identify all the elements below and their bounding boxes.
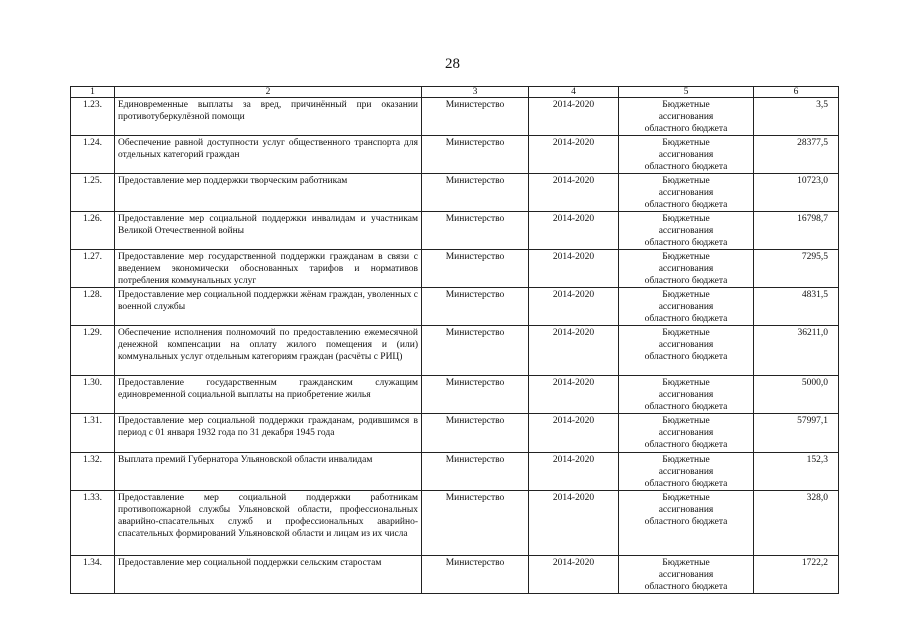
funding-source-line: ассигнования — [658, 390, 714, 400]
header-col-1: 1 — [71, 87, 115, 98]
table-row — [71, 491, 839, 556]
funding-source-line: ассигнования — [658, 112, 714, 122]
row-executor: Министерство — [422, 376, 529, 414]
funding-source-line: Бюджетные — [662, 378, 710, 388]
funding-source-line: ассигнования — [658, 188, 714, 198]
row-amount: 152,3 — [754, 453, 839, 491]
row-amount: 5000,0 — [754, 376, 839, 414]
row-measure-name: Единовременные выплаты за вред, причинённый при оказании противотуберкулёзной помощи — [115, 98, 422, 136]
row-period: 2014-2020 — [529, 98, 619, 136]
table-row — [71, 453, 839, 491]
funding-source-line: Бюджетные — [662, 493, 710, 503]
funding-source-line: ассигнования — [658, 150, 714, 160]
row-period: 2014-2020 — [529, 376, 619, 414]
funding-source-line: ассигнования — [658, 570, 714, 580]
row-measure-name: Предоставление мер поддержки творческим работникам — [115, 174, 422, 212]
funding-source-line: областного бюджета — [644, 517, 728, 527]
row-executor: Министерство — [422, 326, 529, 376]
row-number: 1.33. — [71, 491, 115, 556]
funding-source-line: Бюджетные — [662, 558, 710, 568]
funding-source-line: Бюджетные — [662, 252, 710, 262]
row-measure-name: Предоставление мер социальной поддержки гражданам, родившимся в период с 01 января 1932 года по 31 декабря 1945 года — [115, 414, 422, 453]
row-executor: Министерство — [422, 491, 529, 556]
funding-source-line: Бюджетные — [662, 328, 710, 338]
funding-source-line: Бюджетные — [662, 176, 710, 186]
funding-source-line: ассигнования — [658, 505, 714, 515]
row-funding-source — [619, 250, 754, 288]
funding-source-line: областного бюджета — [644, 162, 728, 172]
row-funding-source — [619, 326, 754, 376]
row-funding-source — [619, 556, 754, 594]
row-amount: 10723,0 — [754, 174, 839, 212]
header-col-6: 6 — [754, 87, 839, 98]
funding-source-line: областного бюджета — [644, 124, 728, 134]
row-funding-source — [619, 212, 754, 250]
funding-source-line: областного бюджета — [644, 440, 728, 450]
row-funding-source — [619, 453, 754, 491]
row-amount: 36211,0 — [754, 326, 839, 376]
row-period: 2014-2020 — [529, 288, 619, 326]
row-period: 2014-2020 — [529, 414, 619, 453]
row-measure-name: Обеспечение равной доступности услуг общественного транспорта для отдельных категорий граждан — [115, 136, 422, 174]
funding-source-line: областного бюджета — [644, 352, 728, 362]
row-number: 1.26. — [71, 212, 115, 250]
funding-source-line: Бюджетные — [662, 416, 710, 426]
funding-source-line: ассигнования — [658, 340, 714, 350]
table-row — [71, 98, 839, 136]
table-body — [71, 98, 839, 594]
row-number: 1.30. — [71, 376, 115, 414]
row-number: 1.31. — [71, 414, 115, 453]
funding-source-line: областного бюджета — [644, 238, 728, 248]
row-number: 1.23. — [71, 98, 115, 136]
row-executor: Министерство — [422, 288, 529, 326]
table-row — [71, 326, 839, 376]
table-row — [71, 288, 839, 326]
row-amount: 16798,7 — [754, 212, 839, 250]
row-number: 1.27. — [71, 250, 115, 288]
funding-source-line: областного бюджета — [644, 582, 728, 592]
row-measure-name: Предоставление мер социальной поддержки сельским старостам — [115, 556, 422, 594]
row-period: 2014-2020 — [529, 250, 619, 288]
header-col-2: 2 — [115, 87, 422, 98]
row-measure-name: Обеспечение исполнения полномочий по предоставлению ежемесячной денежной компенсации на оплату жилого помещения и (или) коммунальных услуг отдельным категориям граждан (расчёты с РИЦ) — [115, 326, 422, 376]
row-measure-name: Предоставление мер государственной поддержки гражданам в связи с введением экономически обоснованных тарифов и нормативов потребления коммунальных услуг — [115, 250, 422, 288]
row-number: 1.25. — [71, 174, 115, 212]
row-amount: 3,5 — [754, 98, 839, 136]
row-number: 1.28. — [71, 288, 115, 326]
funding-source-line: областного бюджета — [644, 314, 728, 324]
row-period: 2014-2020 — [529, 136, 619, 174]
table-row — [71, 174, 839, 212]
row-funding-source — [619, 288, 754, 326]
row-measure-name: Предоставление мер социальной поддержки жёнам граждан, уволенных с военной службы — [115, 288, 422, 326]
funding-source-line: Бюджетные — [662, 214, 710, 224]
row-number: 1.29. — [71, 326, 115, 376]
funding-source-line: ассигнования — [658, 302, 714, 312]
header-col-3: 3 — [422, 87, 529, 98]
row-executor: Министерство — [422, 414, 529, 453]
funding-source-line: ассигнования — [658, 467, 714, 477]
program-table — [70, 86, 839, 594]
row-amount: 7295,5 — [754, 250, 839, 288]
row-funding-source — [619, 414, 754, 453]
row-period: 2014-2020 — [529, 212, 619, 250]
header-col-4: 4 — [529, 87, 619, 98]
row-executor: Министерство — [422, 250, 529, 288]
table-header-row — [71, 87, 839, 98]
row-executor: Министерство — [422, 174, 529, 212]
row-executor: Министерство — [422, 212, 529, 250]
row-funding-source — [619, 98, 754, 136]
row-amount: 1722,2 — [754, 556, 839, 594]
row-funding-source — [619, 174, 754, 212]
row-number: 1.24. — [71, 136, 115, 174]
funding-source-line: Бюджетные — [662, 455, 710, 465]
page-number: 28 — [445, 56, 460, 72]
table-row — [71, 136, 839, 174]
table-row — [71, 250, 839, 288]
row-measure-name: Выплата премий Губернатора Ульяновской области инвалидам — [115, 453, 422, 491]
row-executor: Министерство — [422, 453, 529, 491]
row-amount: 28377,5 — [754, 136, 839, 174]
row-number: 1.34. — [71, 556, 115, 594]
funding-source-line: Бюджетные — [662, 100, 710, 110]
row-period: 2014-2020 — [529, 174, 619, 212]
table-row — [71, 212, 839, 250]
row-funding-source — [619, 376, 754, 414]
row-funding-source — [619, 491, 754, 556]
row-amount: 328,0 — [754, 491, 839, 556]
row-executor: Министерство — [422, 98, 529, 136]
row-period: 2014-2020 — [529, 556, 619, 594]
funding-source-line: областного бюджета — [644, 479, 728, 489]
row-executor: Министерство — [422, 556, 529, 594]
table-row — [71, 556, 839, 594]
row-period: 2014-2020 — [529, 491, 619, 556]
funding-source-line: областного бюджета — [644, 276, 728, 286]
funding-source-line: Бюджетные — [662, 290, 710, 300]
row-executor: Министерство — [422, 136, 529, 174]
funding-source-line: Бюджетные — [662, 138, 710, 148]
funding-source-line: областного бюджета — [644, 402, 728, 412]
funding-source-line: областного бюджета — [644, 200, 728, 210]
row-period: 2014-2020 — [529, 453, 619, 491]
funding-source-line: ассигнования — [658, 264, 714, 274]
row-funding-source — [619, 136, 754, 174]
row-period: 2014-2020 — [529, 326, 619, 376]
row-measure-name: Предоставление государственным гражданским служащим единовременной социальной выплаты на приобретение жилья — [115, 376, 422, 414]
row-amount: 57997,1 — [754, 414, 839, 453]
table-row — [71, 414, 839, 453]
row-amount: 4831,5 — [754, 288, 839, 326]
row-measure-name: Предоставление мер социальной поддержки инвалидам и участникам Великой Отечественной войны — [115, 212, 422, 250]
funding-source-line: ассигнования — [658, 226, 714, 236]
row-measure-name: Предоставление мер социальной поддержки работникам противопожарной службы Ульяновской области, профессиональных аварийно-спасательных служб и профессиональных аварийно-спасательных формирований Ульяновской области и лицам из их числа — [115, 491, 422, 556]
row-number: 1.32. — [71, 453, 115, 491]
header-col-5: 5 — [619, 87, 754, 98]
table-row — [71, 376, 839, 414]
funding-source-line: ассигнования — [658, 428, 714, 438]
